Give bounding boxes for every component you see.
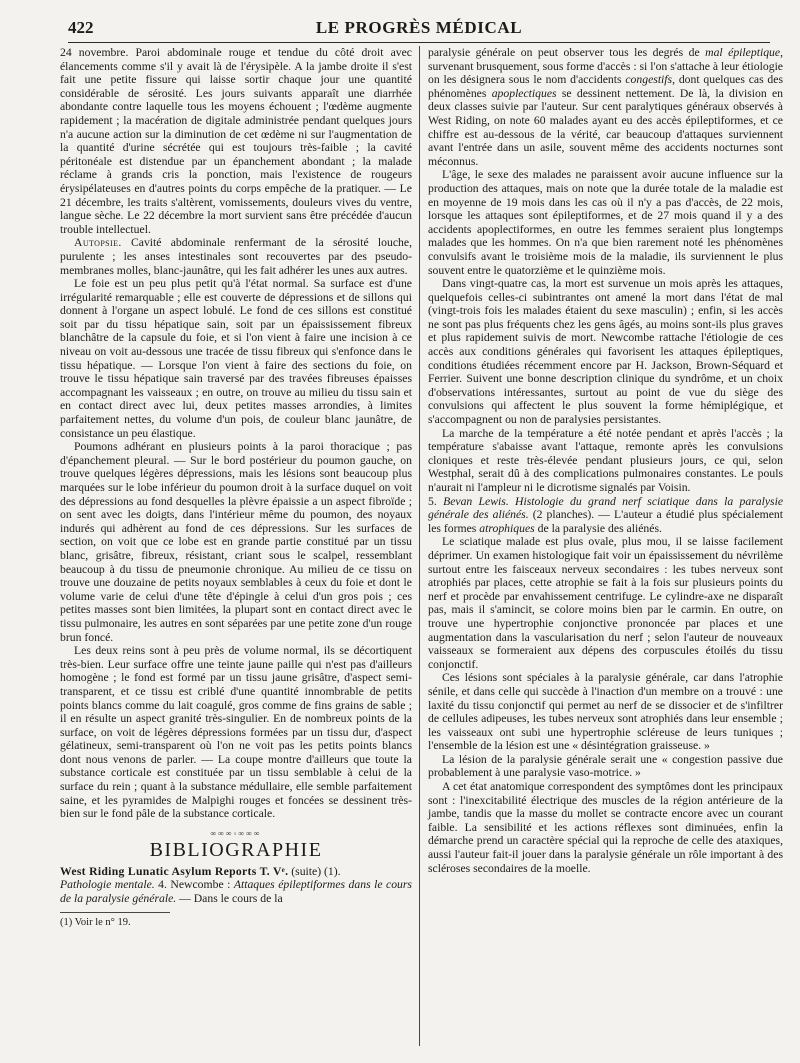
paragraph-kidneys: Les deux reins sont à peu près de volume normal, ils se décortiquent très-bien. Leur surface offre une teinte jaune paille qui n'est pas d'ailleurs homogène ; le fond est formé par un tissu jaune grisâtre, d'aspect semi-transparent, et ce tissu est criblé d'une quantité innombrable de petits points blancs comme du lait coagulé, gros comme de fins grains de sable ; il en résulte un aspect granité très-singulier. En de nombreux points de la surface, on voit de légères dépressions formées par un tissu dur, d'aspect gélatineux, semi-transparent où l'on ne voit pas les petits points blancs dont nous venons de parler. — La coupe montre d'ailleurs que toute la substance corticale est constituée par un tissu semblable à celui de la surface du rein ; quant à la substance médullaire, elle semble parfaitement saine, et les pyramides de Malpighi rouges et foncées se dessinent très-bien sur le fond pâle de la substance corticale. xyxy=(60,644,412,821)
paragraph-liver: Le foie est un peu plus petit qu'à l'état normal. Sa surface est d'une irrégularité remarquable ; elle est couverte de dépressions et de sillons qui donnent à l'organe un aspect lobulé. Le fond de ces sillons est constitué soit par du tissu hépatique sain, soit par un épaississement fibreux blanchâtre de la capsule du foie, et si l'on vient à faire une incision à ce niveau on voit au-dessous une tracée de tissu fibreux qui s'enfonce dans le tissu hépatique. — Lorsque l'on vient à faire des sections du foie, on trouve le tissu hépatique sain traversé par des travées fibreuses épaisses accompagnant les vaisseaux ; en outre, on trouve au milieu du tissu sain et en contact direct avec lui, deux petites masses arrondies, à limites parfaitement nettes, du volume d'un pois, de couleur blanc jaunâtre, de consistance un peu élastique. xyxy=(60,277,412,440)
text-run: , dont quelques cas des phénomènes xyxy=(428,73,783,100)
italic-title: Bevan Lewis. Histologie du grand nerf sciatique dans la paralysie générale des aliénés. xyxy=(428,494,784,522)
page-number: 422 xyxy=(68,18,94,37)
bibliography-item-continuation: — Dans le cours de la xyxy=(176,892,283,906)
footnote: (1) Voir le n° 19. xyxy=(60,912,170,930)
paragraph-autopsy xyxy=(60,236,412,277)
text-run: , survenant brusquement, sous forme d'accès : si l'on s'attache à leur étiologie on les désignera sous le nom d'accidents xyxy=(428,46,783,87)
paragraph-sciatic: Le sciatique malade est plus ovale, plus mou, il se laisse facilement déprimer. Un examen histologique fait voir un épaississement du névrilème surtout entre les faisceaux nerveux secondaires : les tubes nerveux sont atrophiés par places, cette atrophie se fait à la fois sur plusieurs points du nerf et procède par envahissement centrifuge. Le cylindre-axe ne disparaît pas, mais il s'amincit, se colore moins bien par le carmin. En outre, on trouve une hypertrophie conjonctive prononcée par places et une augmentation dans la vascularisation du nerf ; selon l'auteur de nouveaux vaisseaux se formeraient aux dépens des corpuscules étoilés du tissu conjonctif. xyxy=(428,535,783,671)
paragraph-symptoms: A cet état anatomique correspondent des symptômes dont les principaux sont : l'inexcitabilité électrique des muscles de la région antérieure de la jambe, tandis que la masse du mollet se contracte encore avec un courant faible. La sensibilité et les actions réflexes sont diminuées, enfin la démarche prend un caractère spécial qui la reproche de celle des ataxiques, aussi l'auteur fait-il jouer dans la paralysie générale un rôle important à des scléroses secondaires de la moelle. xyxy=(428,780,783,875)
text-run: de la paralysie des aliénés. xyxy=(534,521,662,535)
paragraph-age-sex: L'âge, le sexe des malades ne paraissent avoir aucune influence sur la production des attaques, mais on note que la durée totale de la maladie est en moyenne de 19 mois dans les cas où il n'y a pas d'accès, de 22 mois, lorsque les attaques sont épileptiformes, et de 27 mois quand il y a des accidents apoplectiformes, en outre les femmes seraient plus longtemps malades que les hommes. On n'a que bien rarement noté les phénomènes convulsifs avant le troisième mois de la maladie, ils surviennent le plus souvent entre le quatorzième et le quinzième mois. xyxy=(428,168,783,277)
italic-term: mal épileptique xyxy=(705,46,781,59)
paragraph-lungs: Poumons adhérant en plusieurs points à la paroi thoracique ; pas d'épanchement pleural. — Sur le bord postérieur du poumon gauche, on trouve quelques légères dépressions, mais les lésions sont beaucoup plus marquées sur le lobe inférieur du poumon droit à la surface duquel on voit des dépressions au fond desquelles la plèvre épaissie a un aspect fibroïde ; on sent avec les doigts, dans l'intérieur même du poumon, des noyaux indurés qui adhèrent au fond de ces dépressions. Sur les surfaces de section, on voit que ce lobe est en grande partie constitué par un tissu blanc, grisâtre, fibreux, résistant, criant sous le scalpel, ressemblant beaucoup à du tissu de pneumonie chronique. Au milieu de ce tissu on trouve une douzaine de petits noyaux semblables à ceux du foie et dont le volume varie de celui d'une tête d'épingle à celui d'un gros pois ; ces petites masses sont bien limitées, la plupart sont en contact direct avec le tissu pulmonaire, les autres en sont séparées par une petite zone d'un rouge brun foncé. xyxy=(60,440,412,644)
paragraph-temperature: La marche de la température a été notée pendant et après l'accès ; la température s'abaisse avant l'attaque, remonte après les convulsions cloniques et reste très-élevée pendant plusieurs jours, ce qui, selon Westphal, serait dû à des complications pulmonaires constantes. Le pouls n'aurait ni l'ampleur ni le dicrotisme signalés par Voisin. xyxy=(428,426,783,494)
bibliography-entry xyxy=(60,865,412,906)
italic-term: apoplectiques xyxy=(491,86,557,100)
bibliography-item-title: Attaques épileptiformes dans le cours de la paralysie générale. xyxy=(60,878,412,906)
page-header xyxy=(68,16,770,43)
paragraph-case-course: 24 novembre. Paroi abdominale rouge et tendue du côté droit avec élancements comme s'il y avait là de l'érysipèle. A la jambe droite il s'est fait une petite fissure qui laisse sortir chaque jour une quantité considérable de sérosité. Les jours suivants apparaît une diarrhée abondante contre laquelle tous les moyens échouent ; l'œdème augmente rapidement ; la macération de digitale administrée pendant quelques jours n'a aucune action sur la diminution de cet œdème ni sur l'augmentation de la quantité d'urine sécrétée qui est toujours très-faible ; la cavité péritonéale est distendue par un épanchement abondant ; la malade réclame à grands cris la ponction, mais l'existence de rougeurs érysipélateuses en d'autres points du corps empêche de la pratiquer. — Le 21 décembre, les traits s'altèrent, vomissements, douleurs vives du ventre, langue sèche. Le 22 décembre la mort survient sans être précédée d'aucun trouble intellectuel. xyxy=(60,46,412,236)
bibliography-heading: West Riding Lunatic Asylum Reports T. Vᵉ. xyxy=(60,864,289,878)
italic-term: atrophiques xyxy=(479,521,535,535)
paragraph-mortality: Dans vingt-quatre cas, la mort est survenue un mois après les attaques, quelquefois celles-ci subintrantes ont amené la mort dans l'état de mal (vingt-trois fois les malades étaient du sexe masculin) ; enfin, si les accès ne sont pas plus fréquents chez les gens âgés, au moins sont-ils plus graves et plus rapidement suivis de mort. Newcombe rattache l'étiologie de ces accès aux conditions générales qui favorisent les attaques épileptiques, conditions étudiées récemment encore par H. Jackson, Brown-Séquard et Ferrier. Suivent une bonne description clinique du syndrôme, et un choix d'observations intéressantes, surtout au point de vue du siège des convulsions qui affectent le plus souvent la forme hémiplégique, et s'accompagnent ou non de paralysies persistantes. xyxy=(428,277,783,427)
text-run: paralysie générale on peut observer tous les degrés de xyxy=(428,46,706,59)
right-column xyxy=(428,46,783,875)
text-run: (2 planches). — L'auteur a étudié plus spécialement les formes xyxy=(428,508,783,535)
journal-title: LE PROGRÈS MÉDICAL xyxy=(315,18,523,37)
paragraph-epileptic-degrees xyxy=(428,46,783,168)
section-title-bibliographie: BIBLIOGRAPHIE xyxy=(149,838,323,861)
bibliography-item-5 xyxy=(428,495,783,536)
paragraph-congestion: La lésion de la paralysie générale serait une « congestion passive due probablement à une paralysie vaso-motrice. » xyxy=(428,752,783,780)
paragraph-lesions: Ces lésions sont spéciales à la paralysie générale, car dans l'atrophie sénile, et dans celle qui succède à l'inaction d'un membre on a trouvé : une laxité du tissu conjonctif qui permet au nerf de se dissocier et de s'infiltrer de cellules adipeuses, les tubes nerveux sont atrophiés dans leur ensemble ; les vaisseaux ont subi une hypertrophie scléreuse de leurs tuniques ; l'ensemble de la lésion est une « désintégration graisseuse. » xyxy=(428,671,783,753)
column-divider xyxy=(419,46,420,1046)
bibliography-section: Pathologie mentale. xyxy=(60,878,155,892)
item-number: 5. xyxy=(428,494,444,508)
bibliography-suite: (suite) (1). xyxy=(288,864,341,878)
autopsy-text: Cavité abdominale renfermant de la sérosité louche, purulente ; les anses intestinales sont recouvertes par des pseudo-membranes molles, blanc-jaunâtre, qui les fait adhérer les unes aux autres. xyxy=(60,236,412,277)
text-run: se dessinent nettement. De là, la division en deux classes suivie par l'auteur. Sur cent paralytiques généraux observés à West Riding, on note 60 malades ayant eu des accès épileptiformes, et ce chiffre est au-dessous de la vérité, car beaucoup d'attaques surviennent avant l'entrée dans un asile, souvent même des accidents nocturnes sont méconnus. xyxy=(428,86,784,168)
italic-term: congestifs xyxy=(625,73,673,87)
autopsy-lead: Autopsie. xyxy=(74,236,122,250)
bibliography-item-number: 4. Newcombe : xyxy=(154,878,234,892)
section-ornament: ∞∞∞◦∞∞∞ xyxy=(210,828,262,838)
left-column xyxy=(60,46,412,929)
